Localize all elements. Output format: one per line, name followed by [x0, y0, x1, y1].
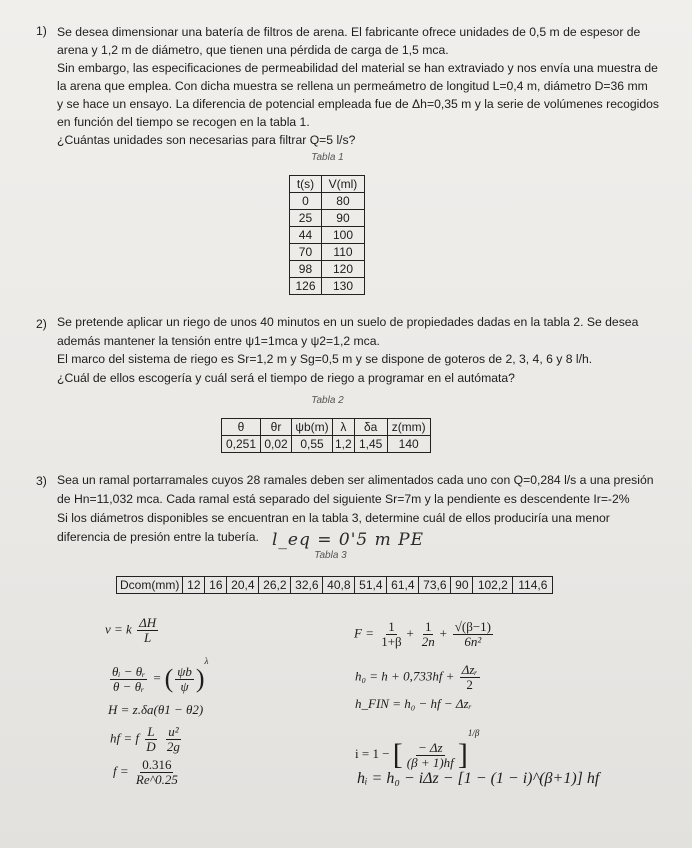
problem-2-line: El marco del sistema de riego es Sr=1,2 m y Sg=0,5 m y se dispone de goteros de 2, 3, 4, 6 y 8 l/h. [57, 352, 593, 366]
table-2-header: θ [222, 419, 261, 436]
formula-fraction [134, 758, 180, 787]
table-1-cell: 120 [321, 261, 364, 278]
formula-text: − Δz [418, 739, 443, 755]
formula-text: Δzᵣ [461, 662, 478, 677]
formula-text: ψ [180, 678, 189, 694]
formula-text: 2 [466, 677, 473, 692]
problem-2-line: Se pretende aplicar un riego de unos 40 minutos en un suelo de propiedades dadas en la tabla 2. Se desea [57, 315, 639, 329]
problem-3-line: diferencia de presión entre la tubería. [57, 530, 259, 544]
table-2-cell: 0,251 [222, 436, 261, 453]
problem-3-line: Sea un ramal portarramales cuyos 28 ramales deben ser alimentados cada uno con Q=0,284 l/s a una presión [57, 473, 654, 487]
formula-fraction [137, 616, 158, 645]
table-1-caption: Tabla 1 [311, 152, 344, 163]
table-2-header-row [222, 419, 431, 436]
problem-2-text [57, 313, 638, 387]
table-1-row [290, 193, 365, 210]
table-1 [289, 175, 365, 295]
formula-text: ψb [177, 663, 192, 679]
table-1-cell: 130 [321, 278, 364, 295]
formula-fraction [460, 663, 480, 692]
formula-text: Re^0.25 [135, 772, 178, 787]
table-2-header: z(mm) [387, 419, 430, 436]
problem-1-line: en función del tiempo se recogen en la tabla 1. [57, 115, 310, 129]
table-3-cell: 16 [205, 577, 227, 594]
table-1-row [290, 261, 365, 278]
formula-fraction [453, 620, 493, 649]
formula-hf [110, 725, 184, 754]
formula-text: f = [113, 763, 129, 779]
formula-text: 2g [166, 739, 180, 754]
formula-text: 6n² [464, 634, 482, 649]
table-1-header: t(s) [290, 176, 322, 193]
table-1-cell: 100 [321, 227, 364, 244]
table-3-cell: 12 [183, 577, 205, 594]
table-3-cell: 73,6 [419, 577, 451, 594]
table-1-cell: 110 [321, 244, 364, 261]
formula-text: D [146, 739, 156, 754]
table-2-row [222, 436, 431, 453]
table-1-cell: 0 [290, 193, 322, 210]
formula-text: h₀ = h + 0,733hf + [355, 668, 455, 684]
problem-1-line: arena y 1,2 m de diámetro, que tienen una pérdida de carga de 1,5 mca. [57, 43, 449, 57]
table-3-cell: 32,6 [291, 577, 323, 594]
table-2-header: ψb(m) [292, 419, 333, 436]
table-3-cell: 26,2 [259, 577, 291, 594]
table-1-cell: 98 [290, 261, 322, 278]
table-1-cell: 44 [290, 227, 322, 244]
formula-hfin: h_FIN = h₀ − hf − Δzᵣ [355, 696, 472, 711]
formula-theta [108, 656, 208, 694]
formula-text: 2n [421, 634, 435, 649]
formula-text: ΔH [139, 615, 157, 630]
table-3-row [117, 577, 553, 594]
problem-1-number: 1) [36, 24, 47, 38]
formula-text: √(β−1) [454, 619, 491, 634]
formula-hi: hᵢ = h₀ − iΔz − [1 − (1 − i)^(β+1)] hf [357, 770, 600, 787]
formula-text: v = k [105, 621, 132, 637]
table-1-cell: 70 [290, 244, 322, 261]
table-3-cell: 102,2 [473, 577, 513, 594]
table-1-header: V(ml) [321, 176, 364, 193]
table-2-cell: 0,55 [292, 436, 333, 453]
table-2-header: λ [333, 419, 355, 436]
problem-2-line: ¿Cuál de ellos escogería y cuál será el tiempo de riego a programar en el autómata? [57, 370, 515, 385]
formula-text: F = [354, 625, 374, 641]
table-2-cell: 140 [387, 436, 430, 453]
table-3-cell: 90 [451, 577, 473, 594]
formula-h0 [355, 663, 482, 692]
problem-1-line: la arena que emplea. Con dicha muestra se rellena un permeámetro de longitud L=0,4 m, diámetro D=36 mm [57, 79, 648, 93]
formula-text: u² [168, 724, 179, 739]
handwritten-note: l_eq = 0'5 m PE [272, 530, 425, 550]
formula-text: θ − θᵣ [113, 678, 145, 694]
formula-text: 1+β [381, 634, 402, 649]
paren-glyph: ( [164, 664, 174, 694]
problem-1-line: Se desea dimensionar una batería de filtros de arena. El fabricante ofrece unidades de 0,5 m de espesor de [57, 25, 641, 39]
table-3-cell: 114,6 [513, 577, 553, 594]
formula-fraction [379, 620, 403, 649]
problem-1-text [57, 23, 659, 149]
table-1-row [290, 210, 365, 227]
formula-velocity [105, 616, 160, 645]
formula-fraction [110, 665, 147, 694]
table-2-cell: 1,45 [354, 436, 387, 453]
table-3-cell: 20,4 [227, 577, 259, 594]
formula-H: H = z.δa(θ1 − θ2) [108, 702, 204, 717]
problem-1-line: y se hace un ensayo. La diferencia de potencial empleada fue de Δh=0,35 m y la serie de volúmenes recogidos [57, 97, 659, 111]
problem-1-line: ¿Cuántas unidades son necesarias para filtrar Q=5 l/s? [57, 133, 356, 147]
formula-fraction [175, 665, 194, 694]
paren-glyph: ) [195, 664, 205, 694]
formula-fraction [144, 725, 157, 754]
formula-fraction [405, 741, 456, 770]
formula-text: i = 1 − [355, 746, 390, 761]
table-1-row [290, 278, 365, 295]
table-3-header: Dcom(mm) [117, 577, 183, 594]
table-1-cell: 90 [321, 210, 364, 227]
formula-text: 1 [388, 619, 395, 634]
table-2-header: δa [354, 419, 387, 436]
problem-3-line: Si los diámetros disponibles se encuentran en la tabla 3, determine cuál de ellos produciría una menor [57, 511, 610, 525]
table-1-cell: 25 [290, 210, 322, 227]
table-3-cell: 61,4 [387, 577, 419, 594]
table-1-row [290, 227, 365, 244]
problem-3-number: 3) [36, 474, 47, 488]
table-3-cell: 51,4 [355, 577, 387, 594]
formula-fraction [165, 725, 182, 754]
bracket-glyph: ] [457, 738, 468, 772]
formula-i [355, 728, 479, 772]
table-2-caption: Tabla 2 [311, 395, 344, 406]
problem-2-line: además mantener la tensión entre ψ1=1mca y ψ2=1,2 mca. [57, 333, 380, 348]
table-1-cell: 126 [290, 278, 322, 295]
formula-text: = [152, 670, 162, 685]
table-2-header: θr [261, 419, 292, 436]
formula-text: 0.316 [142, 757, 172, 772]
formula-text: L [143, 630, 152, 645]
table-2-cell: 0,02 [261, 436, 292, 453]
formula-text: hf = f [110, 730, 139, 746]
problem-3-line: de Hn=11,032 mca. Cada ramal está separado del siguiente Sr=7m y la pendiente es descendente Ir=-2% [57, 492, 630, 506]
formula-F: F = $\frac{1}{1+\beta}$ + $\frac{1}{2n}$ + $\frac{√(\beta-1)}{\text{6n²}}$ [354, 619, 491, 649]
formula-text: 1 [424, 619, 432, 634]
formula-text: (β + 1)hf [406, 754, 454, 770]
formula-text: λ [204, 656, 209, 666]
problem-2-number: 2) [36, 317, 47, 331]
formula-text: L [147, 724, 155, 739]
table-2 [221, 418, 431, 453]
formula-text: θᵢ − θᵣ [112, 663, 146, 679]
bracket-glyph: [ [392, 738, 403, 772]
table-2-cell: 1,2 [333, 436, 355, 453]
table-1-cell: 80 [321, 193, 364, 210]
formula-f [113, 758, 182, 787]
problem-1-line: Sin embargo, las especificaciones de permeabilidad del material se han extraviado y nos envía una muestra de [57, 61, 658, 75]
formula-text: 1/β [467, 728, 480, 738]
table-3-cell: 40,8 [323, 577, 355, 594]
table-1-row [290, 244, 365, 261]
table-3-caption: Tabla 3 [314, 550, 347, 561]
formula-fraction [420, 620, 437, 649]
table-3 [116, 576, 553, 594]
